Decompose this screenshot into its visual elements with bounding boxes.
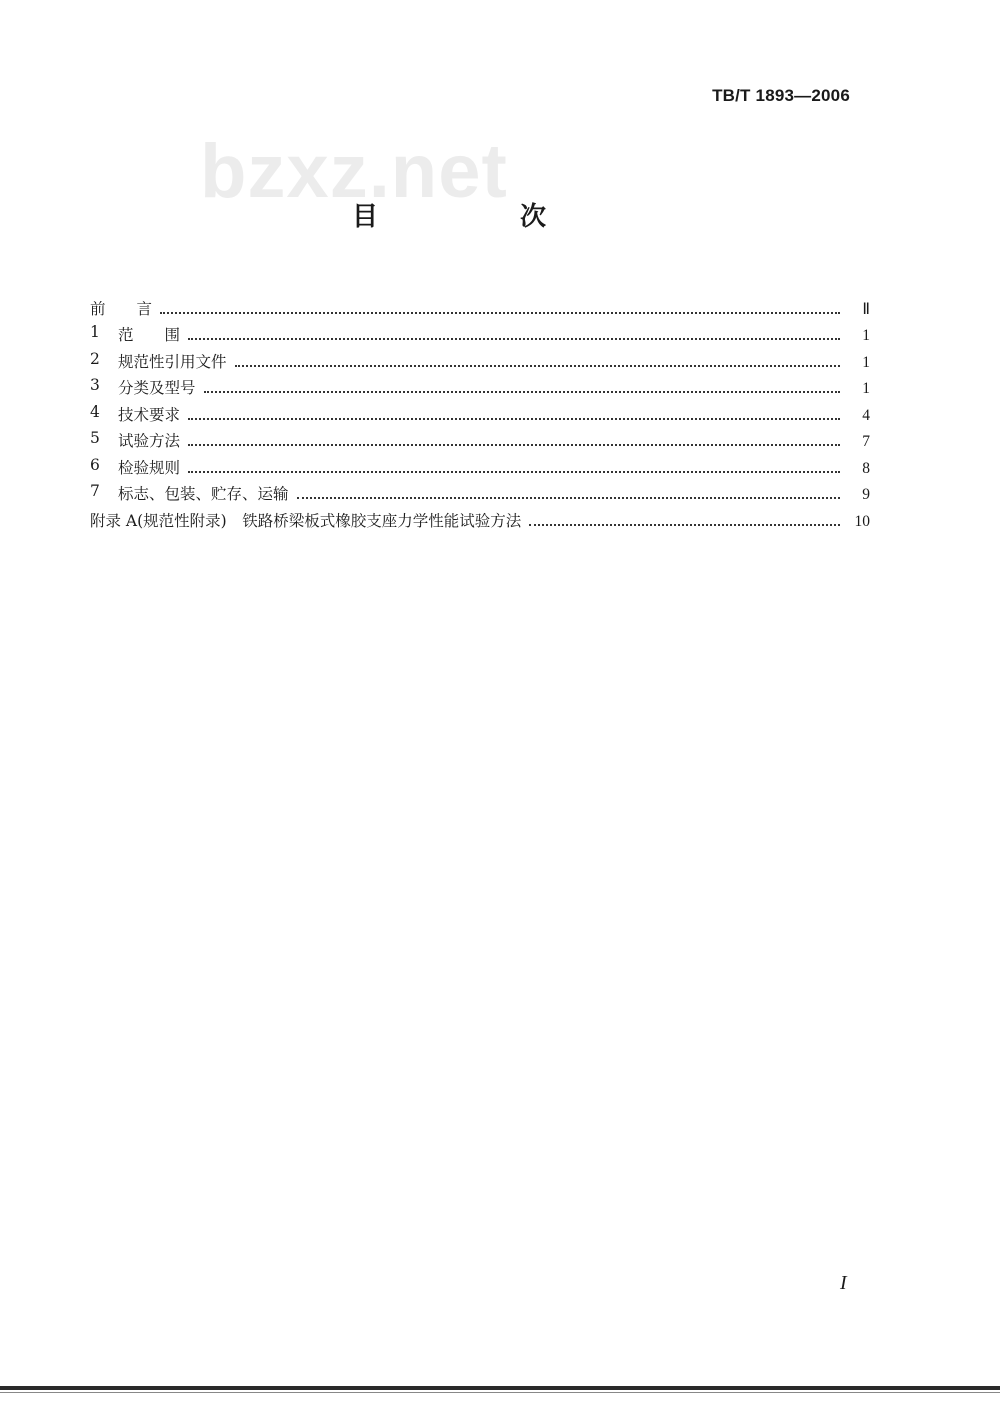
toc-entry-label: 5 试验方法: [90, 429, 181, 450]
toc-entry-2[interactable]: [90, 345, 870, 372]
toc-entry-label: 附录 A(规范性附录) 铁路桥梁板式橡胶支座力学性能试验方法: [90, 511, 522, 530]
toc-entry-label: 3 分类及型号: [90, 376, 196, 397]
toc-entry-label: 1 范 围: [90, 323, 181, 344]
page-number: I: [840, 1272, 847, 1294]
toc-entry-page: 8: [862, 459, 870, 477]
toc-entry-number: 2: [90, 349, 100, 368]
toc-entry-number: 5: [90, 429, 100, 447]
footer-rule-thin: [0, 1392, 1000, 1393]
toc-entry-number: 4: [90, 402, 100, 421]
leader-dots: [188, 470, 840, 473]
toc-entry-label: 7 标志、包装、贮存、运输: [90, 482, 289, 503]
standard-code: TB/T 1893—2006: [712, 86, 850, 105]
toc-entry-number: 3: [90, 376, 100, 394]
toc-entry-number: 1: [90, 323, 100, 341]
watermark: bzxz.net: [200, 129, 508, 214]
leader-dots: [188, 443, 840, 446]
page-title: 目 次: [351, 202, 604, 232]
leader-dots: [188, 417, 840, 420]
toc-entry-label: 前 言: [90, 299, 153, 318]
toc-entry-page: 1: [862, 353, 870, 371]
toc-entry-page: 1: [862, 327, 870, 344]
toc-entry-page: 7: [862, 433, 870, 450]
table-of-contents: [90, 292, 870, 531]
toc-entry-foreword[interactable]: [90, 292, 870, 319]
toc-entry-4[interactable]: [90, 398, 870, 425]
leader-dots: [188, 337, 840, 340]
toc-entry-page: 4: [862, 406, 870, 424]
toc-entry-number: 6: [90, 455, 100, 474]
toc-entry-number: 7: [90, 482, 100, 500]
toc-entry-3[interactable]: [90, 372, 870, 399]
toc-entry-7[interactable]: [90, 478, 870, 505]
footer-rule: [0, 1386, 1000, 1390]
toc-entry-5[interactable]: [90, 425, 870, 452]
toc-entry-annex-a[interactable]: [90, 504, 870, 531]
leader-dots: [297, 496, 840, 499]
toc-entry-label: 6 检验规则: [90, 455, 181, 477]
leader-dots: [204, 390, 840, 393]
toc-entry-page: 10: [854, 512, 870, 530]
toc-entry-6[interactable]: [90, 451, 870, 478]
toc-entry-label: 4 技术要求: [90, 402, 181, 424]
leader-dots: [160, 311, 840, 314]
toc-entry-page: 1: [862, 380, 870, 397]
leader-dots: [529, 523, 840, 526]
toc-entry-label: 2 规范性引用文件: [90, 349, 227, 371]
toc-entry-page: Ⅱ: [862, 300, 870, 318]
toc-entry-page: 9: [862, 486, 870, 503]
toc-entry-1[interactable]: [90, 319, 870, 346]
leader-dots: [235, 364, 840, 367]
